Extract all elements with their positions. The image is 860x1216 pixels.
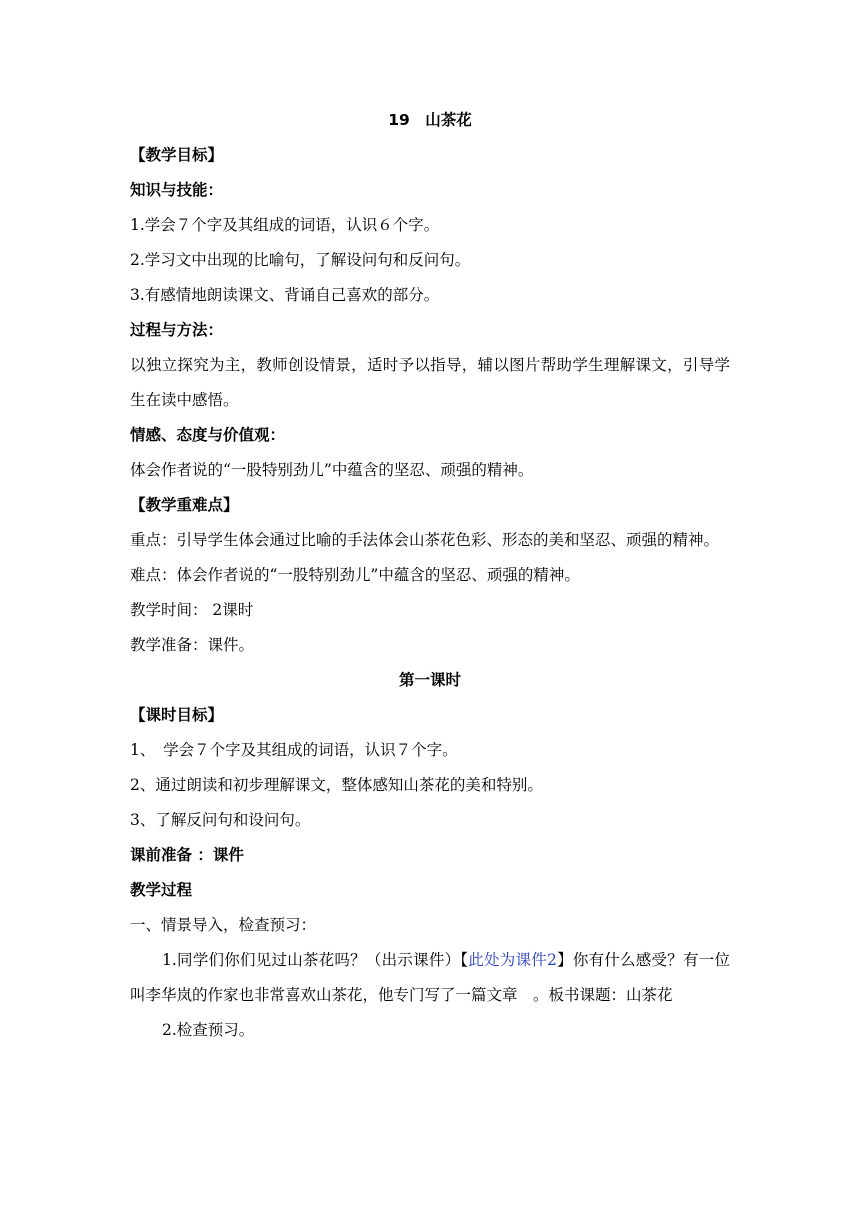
key-difficulty-text: 难点：体会作者说的“一股特别劲儿”中蕴含的坚忍、顽强的精神。 [130,566,580,584]
lesson1-goal: 2、通过朗读和初步理解课文，整体感知山茶花的美和特别。 [130,776,543,794]
teaching-time: 教学时间： 2课时 [130,601,254,619]
lesson1-item1 [130,943,730,1013]
lesson1-item2: 2.检查预习。 [162,1021,255,1039]
key-focus-text: 重点：引导学生体会通过比喻的手法体会山茶花色彩、形态的美和坚忍、顽强的精神。 [130,531,720,549]
key-points-heading: 【教学重难点】 [130,496,239,514]
lesson1-goal: 1、 学会７个字及其组成的词语，认识７个字。 [130,741,458,759]
lesson1-item1-after: 】你有什么感受？有一位叫李华岚的作家也非常喜欢山茶花，他专门写了一篇文章 。板书课题：山茶花 [130,951,730,1004]
knowledge-heading: 知识与技能： [130,181,224,199]
emotion-heading: 情感、态度与价值观： [130,426,286,444]
knowledge-item: 3.有感情地朗读课文、背诵自己喜欢的部分。 [130,286,440,304]
process-heading: 过程与方法： [130,321,224,339]
document-page [130,103,730,1048]
knowledge-item: 2.学习文中出现的比喻句，了解设问句和反问句。 [130,251,471,269]
lesson1-goals-heading: 【课时目标】 [130,706,224,724]
page-title: 19 山茶花 [388,111,472,129]
courseware-link[interactable]: 此处为课件2 [468,951,557,969]
lesson1-item1-before: 1.同学们你们见过山茶花吗？（出示课件）【 [162,951,469,969]
lesson1-prep: 课前准备 ：课件 [130,846,244,864]
lesson1-goal: 3、了解反问句和设问句。 [130,811,311,829]
knowledge-item: 1.学会７个字及其组成的词语，认识６个字。 [130,216,440,234]
lesson1-step1: 一、情景导入，检查预习： [130,916,317,934]
lesson1-process-heading: 教学过程 [130,881,193,899]
lesson1-heading: 第一课时 [398,671,461,689]
teaching-goals-heading: 【教学目标】 [130,146,224,164]
teaching-prep: 教学准备：课件。 [130,636,255,654]
emotion-text: 体会作者说的“一股特别劲儿”中蕴含的坚忍、顽强的精神。 [130,461,534,479]
process-text: 以独立探究为主，教师创设情景，适时予以指导，辅以图片帮助学生理解课文，引导学生在读中感悟。 [130,356,730,409]
